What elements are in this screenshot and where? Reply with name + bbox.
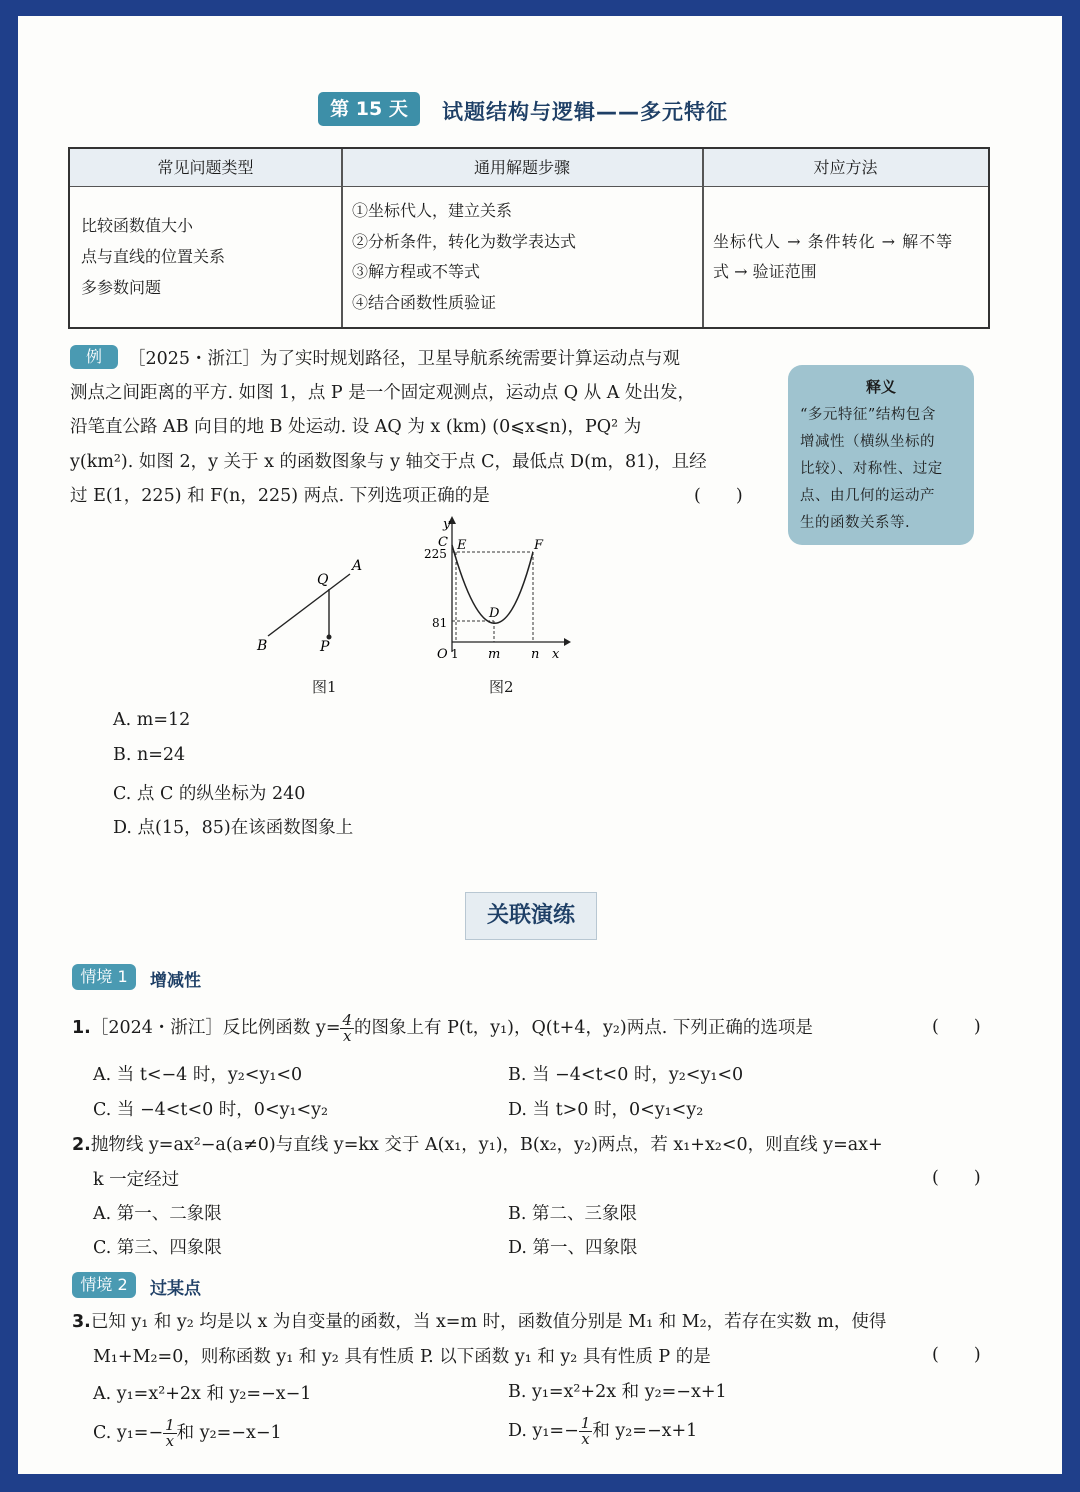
label-o: O — [437, 647, 448, 662]
example-option-d: D. 点(15，85)在该函数图象上 — [113, 818, 354, 838]
figure-2-caption: 图2 — [489, 678, 514, 696]
table-cell: ①坐标代人，建立关系 — [352, 201, 513, 220]
question-2-option-b: B. 第二、三象限 — [508, 1204, 637, 1224]
table-cell: 多参数问题 — [81, 278, 162, 297]
definition-note-line: “多元特征”结构包含 — [800, 407, 936, 423]
example-text-line: ［2025・浙江］为了实时规划路径，卫星导航系统需要计算运动点与观 — [128, 349, 681, 369]
method-table — [68, 147, 990, 329]
question-2-text-line2: k 一定经过 — [93, 1170, 180, 1190]
definition-note-title: 释义 — [865, 378, 896, 396]
option-d-post: 和 y₂=−x+1 — [592, 1421, 698, 1441]
context-2-label: 过某点 — [150, 1279, 201, 1299]
label-y: y — [443, 517, 451, 532]
example-option-a: A. m=12 — [113, 710, 191, 730]
example-text-line: 测点之间距离的平方. 如图 1，点 P 是一个固定观测点，运动点 Q 从 A 处出发， — [70, 383, 695, 403]
table-cell: 点与直线的位置关系 — [81, 247, 226, 266]
label-p: P — [320, 639, 330, 655]
figure-2-graph — [418, 512, 578, 664]
label-f: F — [534, 538, 544, 553]
example-option-b: B. n=24 — [113, 745, 186, 765]
question-1-number: 1. — [72, 1018, 91, 1038]
question-1-option-b: B. 当 −4<t<0 时，y₂<y₁<0 — [508, 1065, 744, 1085]
table-cell: 比较函数值大小 — [81, 216, 194, 235]
question-2-number: 2. — [72, 1135, 91, 1155]
segment-ab — [268, 574, 350, 636]
question-2-stem — [72, 1131, 883, 1156]
tick-1: 1 — [451, 647, 459, 661]
label-b: B — [257, 638, 268, 654]
label-q: Q — [317, 572, 329, 588]
table-header-cell: 通用解题步骤 — [473, 158, 570, 177]
figure-1-caption: 图1 — [312, 678, 337, 696]
question-3-option-c — [93, 1418, 282, 1449]
question-1-stem — [72, 1013, 813, 1044]
option-d-pre: D. y₁=− — [508, 1421, 579, 1441]
fraction-1-over-x — [163, 1418, 177, 1449]
option-c-post: 和 y₂=−x−1 — [176, 1423, 282, 1443]
table-cell: ③解方程或不等式 — [352, 262, 481, 281]
example-badge: 例 — [70, 345, 118, 369]
fraction-denominator: x — [343, 1027, 352, 1045]
tick-225: 225 — [424, 547, 447, 561]
fraction-denominator: x — [165, 1432, 175, 1450]
context-2-badge: 情境 2 — [72, 1272, 136, 1298]
label-c: C — [438, 535, 448, 550]
question-2-text: 抛物线 y=ax²−a(a≠0)与直线 y=kx 交于 A(x₁，y₁)，B(x₂，y₂)两点，若 x₁+x₂<0，则直线 y=ax+ — [90, 1135, 883, 1155]
fraction-4-over-x — [340, 1013, 354, 1044]
definition-note-line: 生的函数关系等. — [800, 515, 911, 531]
fraction-denominator: x — [581, 1430, 590, 1448]
page-title: 试题结构与逻辑——多元特征 — [442, 100, 728, 124]
label-d: D — [489, 606, 500, 621]
question-3-option-a: A. y₁=x²+2x 和 y₂=−x−1 — [93, 1384, 312, 1404]
question-2-option-a: A. 第一、二象限 — [93, 1204, 222, 1224]
tick-81: 81 — [432, 616, 448, 630]
example-text-line: 沿笔直公路 AB 向目的地 B 处运动. 设 AQ 为 x (km) (0⩽x⩽n)，PQ² 为 — [70, 417, 642, 437]
definition-note-line: 比较）、对称性、过定 — [800, 461, 943, 477]
question-3-stem — [72, 1308, 886, 1333]
table-header-cell: 常见问题类型 — [157, 158, 254, 177]
tick-n: n — [531, 647, 540, 662]
question-3-text-line2: M₁+M₂=0，则称函数 y₁ 和 y₂ 具有性质 P. 以下函数 y₁ 和 y₂ 具有性质 P 的是 — [93, 1347, 711, 1367]
question-3-option-b: B. y₁=x²+2x 和 y₂=−x+1 — [508, 1382, 727, 1402]
label-a: A — [352, 558, 363, 574]
context-1-badge: 情境 1 — [72, 964, 136, 990]
question-3-number: 3. — [72, 1312, 91, 1332]
x-axis-arrow — [564, 638, 571, 646]
fraction-numerator: 1 — [580, 1414, 591, 1432]
section-title: 关联演练 — [465, 892, 597, 940]
question-2-option-c: C. 第三、四象限 — [93, 1238, 222, 1258]
answer-bracket: ( ) — [694, 486, 743, 506]
question-1-option-c: C. 当 −4<t<0 时，0<y₁<y₂ — [93, 1100, 329, 1120]
example-option-c: C. 点 C 的纵坐标为 240 — [113, 784, 306, 804]
question-1-text-post: 的图象上有 P(t，y₁)，Q(t+4，y₂)两点. 下列正确的选项是 — [354, 1018, 813, 1038]
context-1-label: 增减性 — [150, 971, 201, 991]
definition-note-line: 增减性（横纵坐标的 — [800, 434, 935, 450]
answer-bracket: ( ) — [932, 1168, 981, 1188]
label-e: E — [457, 538, 467, 553]
answer-bracket: ( ) — [932, 1345, 981, 1365]
tick-m: m — [488, 647, 501, 662]
fraction-numerator: 4 — [342, 1011, 353, 1029]
table-cell: 式 → 验证范围 — [713, 262, 817, 281]
question-1-option-a: A. 当 t<−4 时，y₂<y₁<0 — [93, 1065, 303, 1085]
fraction-1-over-x — [579, 1416, 593, 1447]
question-3-text: 已知 y₁ 和 y₂ 均是以 x 为自变量的函数，当 x=m 时，函数值分别是 M₁ 和 M₂，若存在实数 m，使得 — [90, 1312, 887, 1332]
question-2-option-d: D. 第一、四象限 — [508, 1238, 638, 1258]
figure-1-diagram — [240, 550, 380, 660]
label-x: x — [552, 647, 560, 662]
definition-note-line: 点、由几何的运动产 — [800, 488, 935, 504]
example-text-line: 过 E(1，225) 和 F(n，225) 两点. 下列选项正确的是 — [70, 486, 490, 506]
table-cell: ④结合函数性质验证 — [352, 293, 497, 312]
table-header-cell: 对应方法 — [813, 158, 878, 177]
question-1-option-d: D. 当 t>0 时，0<y₁<y₂ — [508, 1100, 704, 1120]
day-badge: 第 15 天 — [318, 92, 420, 126]
question-3-option-d — [508, 1416, 697, 1447]
fraction-numerator: 1 — [165, 1416, 175, 1434]
table-cell: ②分析条件，转化为数学表达式 — [352, 232, 577, 251]
question-1-text-pre: ［2024・浙江］反比例函数 y= — [90, 1018, 341, 1038]
answer-bracket: ( ) — [932, 1017, 981, 1037]
table-cell: 坐标代人 → 条件转化 → 解不等 — [713, 232, 954, 251]
option-c-pre: C. y₁=− — [93, 1423, 164, 1443]
example-text-line: y(km²). 如图 2，y 关于 x 的函数图象与 y 轴交于点 C，最低点 D(m，81)，且经 — [70, 452, 707, 472]
